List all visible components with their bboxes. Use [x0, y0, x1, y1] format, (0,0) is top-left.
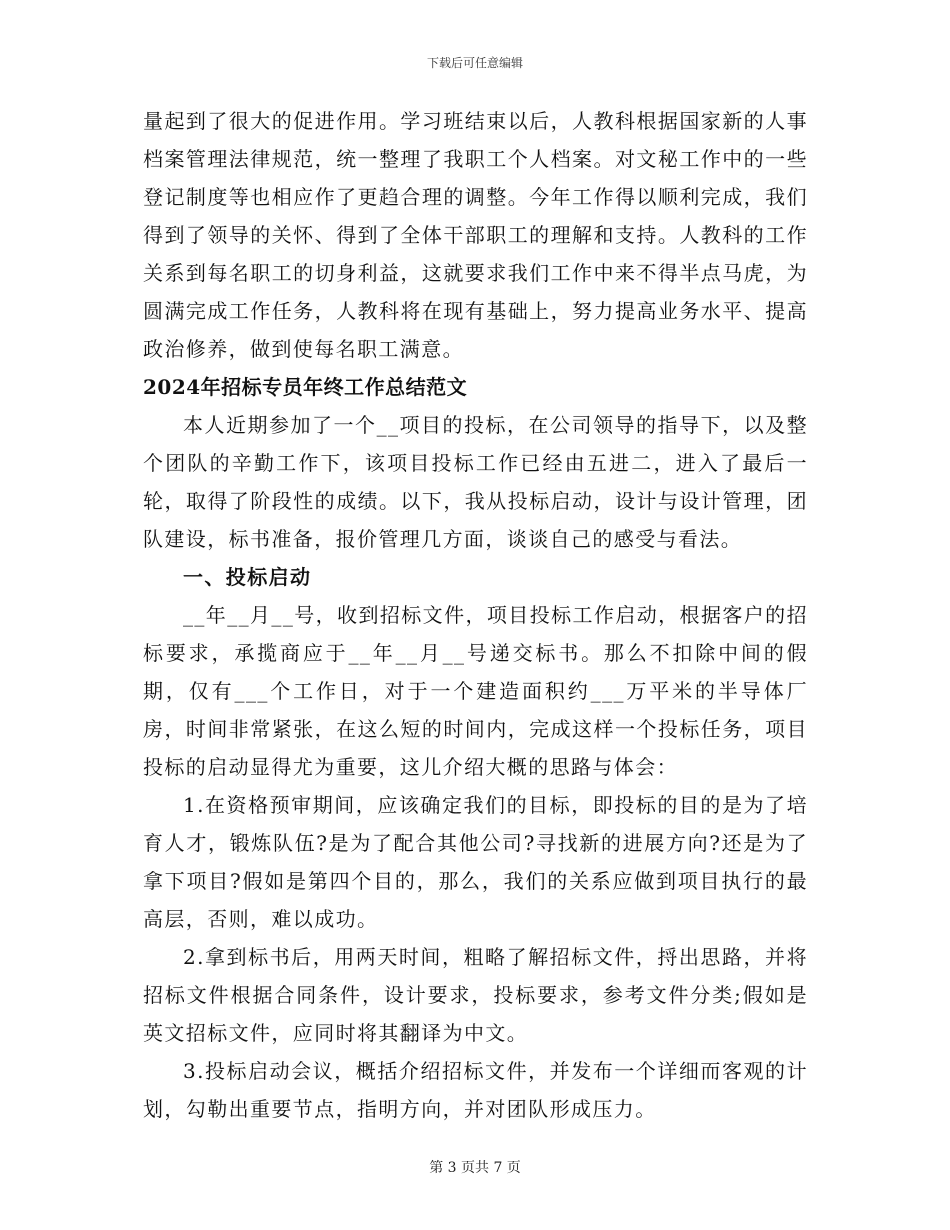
- list-item-3: 3.投标启动会议，概括介绍招标文件，并发布一个详细而客观的计划，勾勒出重要节点，指明方向，并对团队形成压力。: [143, 1059, 808, 1121]
- page-footer: 第 3 页共 7 页: [429, 1160, 521, 1176]
- section-heading-bid-launch: 一、投标启动: [183, 565, 312, 589]
- page-header: 下载后可任意编辑: [426, 56, 523, 70]
- section-paragraph: __年__月__号，收到招标文件，项目投标工作启动，根据客户的招标要求，承揽商应于__年__月__号递交标书。那么不扣除中间的假期，仅有___个工作日，对于一个建造面积约___万平米的半导体厂房，时间非常紧张，在这么短的时间内，完成这样一个投标任务，项目投标的启动显得尤为重要，这儿介绍大概的思路与体会：: [143, 603, 808, 779]
- continuation-paragraph: 量起到了很大的促进作用。学习班结束以后，人教科根据国家新的人事档案管理法律规范，统一整理了我职工个人档案。对文秘工作中的一些登记制度等也相应作了更趋合理的调整。今年工作得以顺利完成，我们得到了领导的关怀、得到了全体干部职工的理解和支持。人教科的工作关系到每名职工的切身利益，这就要求我们工作中来不得半点马虎，为圆满完成工作任务，人教科将在现有基础上，努力提高业务水平、提高政治修养，做到使每名职工满意。: [143, 109, 808, 361]
- list-item-1: 1.在资格预审期间，应该确定我们的目标，即投标的目的是为了培育人才，锻炼队伍?是为了配合其他公司?寻找新的进展方向?还是为了拿下项目?假如是第四个目的，那么，我们的关系应做到项目执行的最高层，否则，难以成功。: [143, 793, 808, 931]
- document-title: 2024年招标专员年终工作总结范文: [143, 375, 468, 399]
- list-item-2: 2.拿到标书后，用两天时间，粗略了解招标文件，捋出思路，并将招标文件根据合同条件，设计要求，投标要求，参考文件分类;假如是英文招标文件，应同时将其翻译为中文。: [143, 945, 808, 1045]
- document-body: [143, 102, 808, 1128]
- intro-paragraph: 本人近期参加了一个__项目的投标，在公司领导的指导下，以及整个团队的辛勤工作下，该项目投标工作已经由五进二，进入了最后一轮，取得了阶段性的成绩。以下，我从投标启动，设计与设计管理，团队建设，标书准备，报价管理几方面，谈谈自己的感受与看法。: [143, 413, 808, 551]
